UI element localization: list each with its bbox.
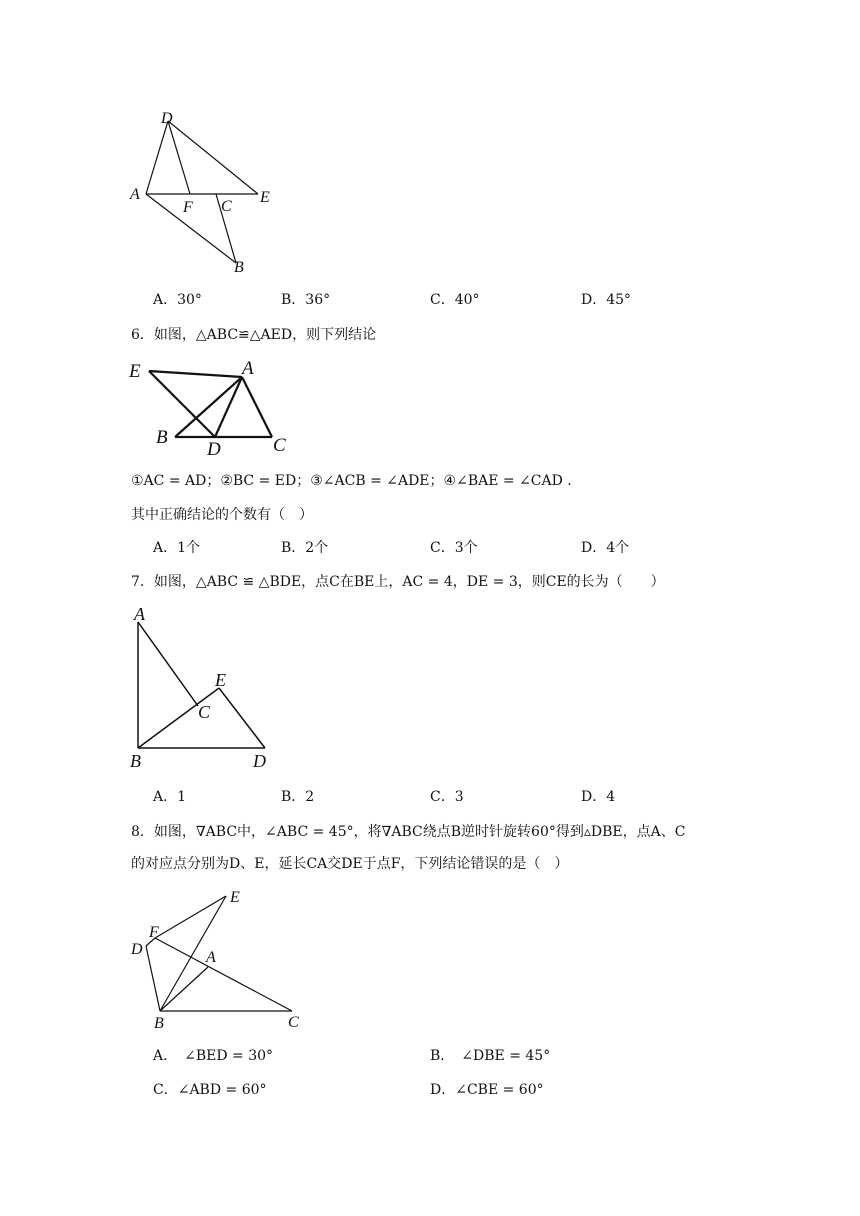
q6-option-c: C．3个: [430, 540, 478, 556]
q6-option-b: B．2个: [281, 540, 329, 556]
q6-label-C: C: [273, 435, 286, 455]
q6-label-E: E: [129, 361, 141, 382]
q8-label-E: E: [230, 889, 240, 906]
q5-seg-DA: [146, 121, 168, 194]
q5-label-F: F: [183, 199, 193, 216]
q7-label-E: E: [215, 670, 226, 690]
q8-stem-line1: 8．如图，∇ABC中，∠ABC = 45°，将∇ABC绕点B逆时针旋转60°得到▵DBE，点A、C: [131, 824, 686, 840]
q7-option-b: B．2: [281, 789, 315, 805]
q8-seg-BE: [160, 896, 226, 1011]
q5-label-B: B: [234, 259, 244, 276]
q7-label-B: B: [130, 751, 141, 771]
q8-option-a: A． ∠BED = 30°: [153, 1048, 274, 1064]
q5-label-A: A: [130, 186, 140, 203]
q8-option-d: D．∠CBE = 60°: [430, 1082, 544, 1098]
q8-seg-FC: [155, 938, 292, 1011]
q6-statements: ①AC = AD；②BC = ED；③∠ACB = ∠ADE；④∠BAE = ∠CAD .: [131, 473, 572, 489]
q7-option-d: D．4: [581, 789, 616, 805]
q8-option-c: C．∠ABD = 60°: [153, 1082, 267, 1098]
q6-question: 其中正确结论的个数有（ ）: [131, 507, 313, 523]
q8-label-F: F: [149, 924, 159, 941]
q5-figure: [120, 105, 290, 280]
q5-option-b: B．36°: [281, 292, 331, 308]
q5-option-a: A．30°: [153, 292, 202, 308]
q8-stem-line2: 的对应点分别为D、E，延长CA交DE于点F，下列结论错误的是（ ）: [131, 856, 569, 872]
q7-seg-AC: [138, 622, 198, 706]
q8-label-D: D: [131, 941, 143, 958]
q6-option-d: D．4个: [581, 540, 630, 556]
q5-label-C: C: [221, 198, 232, 215]
q7-label-A: A: [134, 604, 145, 624]
q6-stem: 6．如图，△ABC≌△AED，则下列结论: [131, 327, 377, 343]
q5-label-D: D: [161, 110, 173, 127]
q5-option-c: C．40°: [430, 292, 480, 308]
q6-option-a: A．1个: [153, 540, 201, 556]
q7-stem: 7．如图，△ABC ≌ △BDE，点C在BE上，AC = 4，DE = 3，则CE的长为（ ）: [131, 574, 665, 590]
q6-seg-AD: [215, 377, 242, 437]
q5-label-E: E: [260, 189, 270, 206]
q8-label-B: B: [154, 1015, 164, 1032]
q5-seg-DF: [168, 121, 190, 194]
q6-label-A: A: [242, 358, 254, 379]
q8-seg-BA: [160, 967, 208, 1011]
q5-seg-DE: [168, 121, 258, 194]
q6-seg-AC: [242, 377, 272, 437]
q8-label-A: A: [206, 949, 216, 966]
q7-figure: [120, 600, 290, 775]
q8-option-b: B． ∠DBE = 45°: [430, 1048, 551, 1064]
q6-seg-EA: [149, 371, 242, 377]
q6-figure: [125, 355, 295, 455]
q7-label-C: C: [198, 702, 211, 722]
q8-label-C: C: [288, 1014, 299, 1031]
q5-option-d: D．45°: [581, 292, 632, 308]
q7-label-D: D: [253, 751, 266, 771]
q7-seg-ED: [219, 688, 265, 748]
q8-seg-DB: [146, 946, 160, 1011]
q6-label-B: B: [156, 427, 168, 448]
q8-seg-EF: [155, 896, 226, 938]
q8-figure: [120, 880, 320, 1035]
q7-option-a: A．1: [153, 789, 187, 805]
q7-option-c: C．3: [430, 789, 464, 805]
q6-label-D: D: [207, 439, 221, 455]
